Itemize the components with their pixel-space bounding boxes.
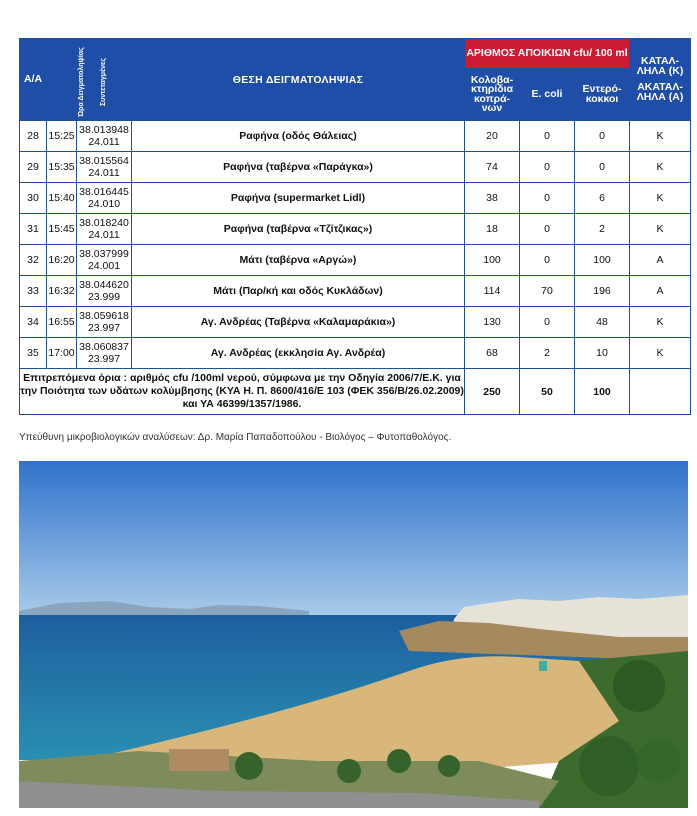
row-time: 15:25 bbox=[47, 121, 77, 152]
row-lat: 38.044620 bbox=[79, 279, 129, 291]
row-coliform: 74 bbox=[465, 152, 520, 183]
row-time: 15:45 bbox=[47, 214, 77, 245]
sampling-results-table bbox=[19, 38, 691, 415]
row-lat: 38.013948 bbox=[79, 124, 129, 136]
row-ecoli: 70 bbox=[520, 276, 575, 307]
row-status: Κ bbox=[630, 214, 691, 245]
row-status: Κ bbox=[630, 307, 691, 338]
row-status: Κ bbox=[630, 121, 691, 152]
row-lon: 24.011 bbox=[88, 229, 120, 241]
table-row bbox=[20, 214, 691, 245]
row-lon: 24.011 bbox=[88, 167, 120, 179]
header-location-title: ΘΕΣΗ ΔΕΙΓΜΑΤΟΛΗΨΙΑΣ bbox=[132, 39, 465, 121]
row-coords bbox=[77, 307, 132, 338]
row-location: Αγ. Ανδρέας (εκκλησία Αγ. Ανδρέα) bbox=[132, 338, 465, 369]
analysis-caption: Υπεύθυνη μικροβιολογικών αναλύσεων: Δρ. Μαρία Παπαδοπούλου - Βιολόγος – Φυτοπαθολόγος. bbox=[19, 432, 452, 443]
photo-tree bbox=[579, 736, 639, 796]
row-coords bbox=[77, 245, 132, 276]
row-aa: 29 bbox=[20, 152, 47, 183]
row-coords bbox=[77, 183, 132, 214]
row-lat: 38.015564 bbox=[79, 155, 129, 167]
row-time: 17:00 bbox=[47, 338, 77, 369]
table-row bbox=[20, 183, 691, 214]
header-status-unsuitable: ΑΚΑΤΑΛ-ΛΗΛΑ (Α) bbox=[636, 81, 684, 103]
row-coliform: 20 bbox=[465, 121, 520, 152]
header-ecoli: E. coli bbox=[520, 69, 575, 121]
row-aa: 32 bbox=[20, 245, 47, 276]
table-row bbox=[20, 152, 691, 183]
row-lat: 38.016445 bbox=[79, 186, 129, 198]
table-row bbox=[20, 245, 691, 276]
limit-ecoli: 50 bbox=[520, 369, 575, 415]
row-coords bbox=[77, 121, 132, 152]
header-status-suitable: ΚΑΤΑΛ-ΛΗΛΑ (Κ) bbox=[636, 55, 684, 77]
row-time: 16:55 bbox=[47, 307, 77, 338]
row-coliform: 38 bbox=[465, 183, 520, 214]
row-entero: 100 bbox=[575, 245, 630, 276]
row-aa: 35 bbox=[20, 338, 47, 369]
row-entero: 2 bbox=[575, 214, 630, 245]
row-status: Κ bbox=[630, 183, 691, 214]
row-ecoli: 2 bbox=[520, 338, 575, 369]
row-entero: 48 bbox=[575, 307, 630, 338]
row-coords bbox=[77, 338, 132, 369]
row-location: Ραφήνα (ταβέρνα «Τζίτζικας») bbox=[132, 214, 465, 245]
row-ecoli: 0 bbox=[520, 307, 575, 338]
row-lat: 38.060837 bbox=[79, 341, 129, 353]
row-ecoli: 0 bbox=[520, 245, 575, 276]
photo-tree bbox=[613, 660, 665, 712]
row-coords bbox=[77, 152, 132, 183]
row-entero: 0 bbox=[575, 152, 630, 183]
photo-tree bbox=[387, 749, 411, 773]
header-aa: Α/Α bbox=[20, 39, 47, 121]
row-aa: 28 bbox=[20, 121, 47, 152]
row-time: 15:40 bbox=[47, 183, 77, 214]
row-lon: 23.999 bbox=[87, 291, 121, 303]
row-coliform: 68 bbox=[465, 338, 520, 369]
photo-tree bbox=[637, 739, 681, 783]
header-time-label: Ώρα Δειγματοληψίας bbox=[77, 46, 85, 117]
row-entero: 0 bbox=[575, 121, 630, 152]
row-coliform: 114 bbox=[465, 276, 520, 307]
row-aa: 31 bbox=[20, 214, 47, 245]
row-time: 16:32 bbox=[47, 276, 77, 307]
row-status: Κ bbox=[630, 152, 691, 183]
row-ecoli: 0 bbox=[520, 214, 575, 245]
header-coords-label: Συντεταγμένες bbox=[99, 57, 107, 106]
row-lon: 24.001 bbox=[87, 260, 121, 272]
row-location: Μάτι (ταβέρνα «Αργώ») bbox=[132, 245, 465, 276]
limits-text: Επιτρεπόμενα όρια : αριθμός cfu /100ml νερού, σύμφωνα με την Οδηγία 2006/7/Ε.Κ. για την Ποιότητα των υδάτων κολύμβησης (ΚΥΑ Η. Π. 8600/416/Ε 103 (ΦΕΚ 356/Β/26.02.2009) και ΥΑ 46399/1357/1986. bbox=[20, 369, 465, 415]
row-aa: 34 bbox=[20, 307, 47, 338]
row-ecoli: 0 bbox=[520, 152, 575, 183]
row-aa: 30 bbox=[20, 183, 47, 214]
limit-coliform: 250 bbox=[465, 369, 520, 415]
photo-tree bbox=[337, 759, 361, 783]
row-lat: 38.059618 bbox=[79, 310, 129, 322]
row-lon: 23.997 bbox=[87, 322, 121, 334]
row-lon: 24.010 bbox=[87, 198, 121, 210]
row-status: Κ bbox=[630, 338, 691, 369]
row-aa: 33 bbox=[20, 276, 47, 307]
row-location: Αγ. Ανδρέας (Ταβέρνα «Καλαμαράκια») bbox=[132, 307, 465, 338]
row-location: Μάτι (Παρ/κή και οδός Κυκλάδων) bbox=[132, 276, 465, 307]
photo-building bbox=[169, 749, 229, 771]
row-coords bbox=[77, 214, 132, 245]
row-coliform: 130 bbox=[465, 307, 520, 338]
photo-sky bbox=[19, 461, 688, 617]
row-entero: 6 bbox=[575, 183, 630, 214]
row-ecoli: 0 bbox=[520, 183, 575, 214]
photo-tree bbox=[235, 752, 263, 780]
row-entero: 10 bbox=[575, 338, 630, 369]
table-row bbox=[20, 338, 691, 369]
row-time: 15:35 bbox=[47, 152, 77, 183]
row-lat: 38.037999 bbox=[79, 248, 129, 260]
row-lon: 23.997 bbox=[87, 353, 121, 365]
table-row bbox=[20, 307, 691, 338]
header-time bbox=[47, 39, 85, 121]
header-coliform: Κολοβα-κτηρίδια κοπρά-νων bbox=[465, 69, 520, 121]
row-time: 16:20 bbox=[47, 245, 77, 276]
header-entero: Εντερό-κοκκοι bbox=[575, 69, 630, 121]
row-entero: 196 bbox=[575, 276, 630, 307]
photo-lifeguard-tower bbox=[539, 661, 547, 671]
photo-tree bbox=[438, 755, 460, 777]
limit-status-empty bbox=[630, 369, 691, 415]
header-colonies: ΑΡΙΘΜΟΣ ΑΠΟΙΚΙΩΝ cfu/ 100 ml bbox=[465, 39, 630, 69]
table-row bbox=[20, 121, 691, 152]
row-lon: 24.011 bbox=[88, 136, 120, 148]
row-ecoli: 0 bbox=[520, 121, 575, 152]
table-row bbox=[20, 276, 691, 307]
row-coords bbox=[77, 276, 132, 307]
row-location: Ραφήνα (supermarket Lidl) bbox=[132, 183, 465, 214]
row-status: Α bbox=[630, 276, 691, 307]
row-lat: 38.018240 bbox=[79, 217, 129, 229]
row-location: Ραφήνα (οδός Θάλειας) bbox=[132, 121, 465, 152]
beach-photo bbox=[19, 461, 688, 808]
row-coliform: 18 bbox=[465, 214, 520, 245]
row-coliform: 100 bbox=[465, 245, 520, 276]
header-status bbox=[630, 39, 691, 121]
row-status: Α bbox=[630, 245, 691, 276]
limit-entero: 100 bbox=[575, 369, 630, 415]
row-location: Ραφήνα (ταβέρνα «Παράγκα») bbox=[132, 152, 465, 183]
